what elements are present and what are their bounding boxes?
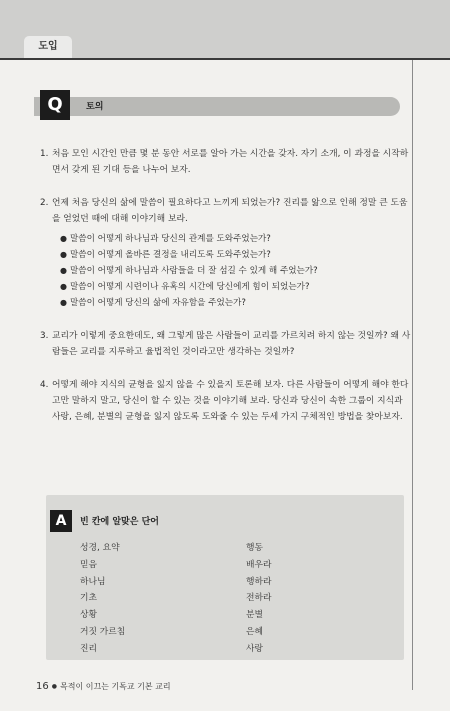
bullet-item — [60, 247, 412, 263]
question-list — [40, 146, 412, 442]
question-number: 4. — [40, 380, 49, 390]
answer-word: 상황 — [80, 610, 97, 621]
answer-word: 성경, 요약 — [80, 543, 120, 553]
page-number: 16 — [36, 681, 49, 692]
bullet-icon: ● — [60, 250, 67, 259]
question-text: 처음 모인 시간인 만큼 몇 분 동안 서로를 알아 가는 시간을 갖자. 자기 소개, 이 과정을 시작하면서 갖게 된 기대 등을 나누어 보자. — [52, 149, 409, 175]
question-item — [40, 328, 412, 360]
bullet-text: 말씀이 어떻게 올바른 결정을 내리도록 도와주었는가? — [70, 250, 271, 260]
answer-words-right — [246, 540, 272, 658]
answer-word: 배우라 — [246, 559, 272, 570]
answer-word: 사랑 — [246, 643, 263, 654]
answer-word: 거짓 가르침 — [80, 626, 126, 637]
bullet-item — [60, 279, 412, 295]
answer-word: 진리 — [80, 643, 97, 654]
answer-word: 하나님 — [80, 576, 106, 587]
book-title: 목적이 이끄는 기독교 기본 교리 — [59, 682, 171, 691]
question-text: 교리가 이렇게 중요한데도, 왜 그렇게 많은 사람들이 교리를 가르치려 하지 않는 것일까? 왜 사람들은 교리를 지루하고 율법적인 것이라고만 생각하는 것일까? — [52, 331, 411, 357]
question-text: 어떻게 해야 지식의 균형을 잃지 않을 수 있을지 토론해 보자. 다른 사람들이 어떻게 해야 한다고만 말하지 말고, 당신이 할 수 있는 것을 이야기해 보라. 당신과 당신이 속한 그룹이 지식과 사랑, 은혜, 분별의 균형을 잃지 않도록 도와줄 수 있는 두세 가지 구체적인 방법을 찾아보자. — [52, 380, 409, 422]
page-footer — [36, 681, 171, 692]
question-number: 1. — [40, 149, 49, 159]
question-number: 3. — [40, 331, 49, 341]
margin-rule — [412, 60, 413, 690]
question-item — [40, 195, 412, 311]
footer-bullet-icon: ● — [51, 683, 57, 690]
section-tab: 도입 — [24, 36, 72, 58]
answer-word: 기초 — [80, 593, 97, 604]
answer-word: 믿음 — [80, 559, 97, 570]
header-rule — [0, 58, 450, 60]
bullet-item — [60, 231, 412, 247]
answer-word: 행동 — [246, 543, 263, 553]
discussion-badge: Q — [40, 90, 70, 120]
answer-title: 빈 칸에 알맞은 단어 — [80, 517, 159, 527]
question-bullet-list — [60, 231, 412, 311]
question-item — [40, 377, 412, 425]
question-text: 언제 처음 당신의 삶에 말씀이 필요하다고 느끼게 되었는가? 진리를 앎으로 인해 정말 큰 도움을 얻었던 때에 대해 이야기해 보라. — [52, 198, 408, 224]
answer-words-left — [80, 540, 125, 658]
answer-badge: A — [50, 510, 72, 532]
answer-word: 은혜 — [246, 626, 263, 637]
bullet-text: 말씀이 어떻게 당신의 삶에 자유함을 주었는가? — [70, 298, 246, 308]
answer-word: 전하라 — [246, 593, 272, 604]
bullet-icon: ● — [60, 298, 67, 307]
bullet-text: 말씀이 어떻게 하나님과 사람들을 더 잘 섬길 수 있게 해 주었는가? — [70, 266, 318, 276]
bullet-item — [60, 263, 412, 279]
bullet-item — [60, 295, 412, 311]
question-number: 2. — [40, 198, 49, 208]
bullet-text: 말씀이 어떻게 하나님과 당신의 관계를 도와주었는가? — [70, 234, 271, 244]
bullet-text: 말씀이 어떻게 시련이나 유혹의 시간에 당신에게 힘이 되었는가? — [70, 282, 310, 292]
answer-word: 분별 — [246, 610, 263, 621]
question-item — [40, 146, 412, 178]
bullet-icon: ● — [60, 234, 67, 243]
bullet-icon: ● — [60, 266, 67, 275]
bullet-icon: ● — [60, 282, 67, 291]
answer-word: 행하라 — [246, 576, 272, 587]
discussion-label: 토의 — [86, 102, 104, 112]
